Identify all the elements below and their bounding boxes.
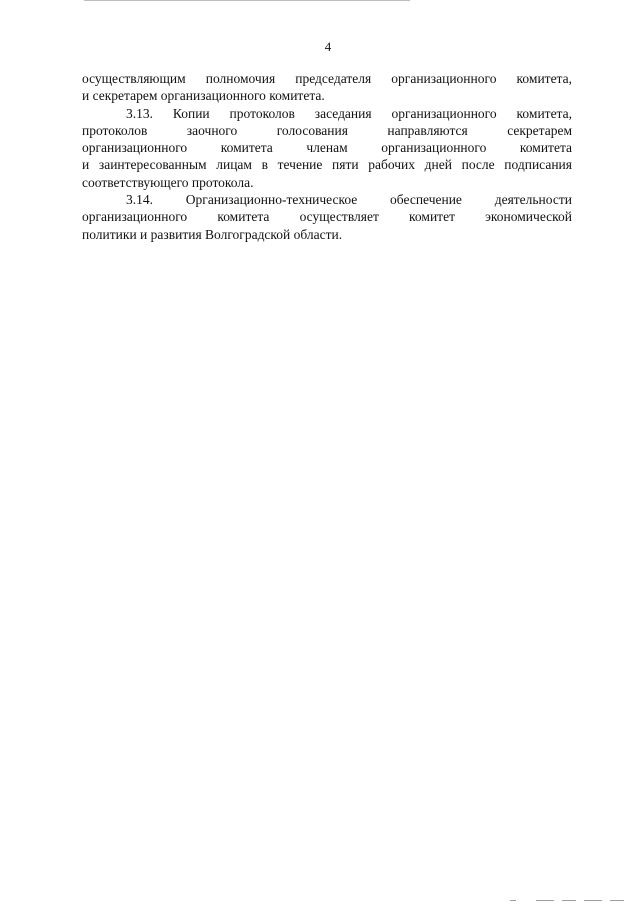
scan-mark [510,900,516,901]
scan-mark [610,900,624,901]
text-line: соответствующего протокола. [82,174,254,190]
document-body [82,70,572,243]
text-line: протоколов заочного голосования направляются секретарем [82,122,572,138]
page-number: 4 [324,39,332,54]
text-line: политики и развития Волгоградской области. [82,226,343,242]
text-line: организационного комитета членам организационного комитета [82,140,572,156]
text-line: 3.14. Организационно-техническое обеспечение деятельности [126,192,572,208]
scan-bottom-marks [500,900,630,902]
scan-mark [562,900,576,901]
text-line: осуществляющим полномочия председателя организационного комитета, [82,71,572,86]
text-line: и секретарем организационного комитета. [82,88,325,104]
paragraph-3-14 [82,191,572,243]
scan-mark [536,900,554,901]
scan-mark [584,900,602,901]
text-line: организационного комитета осуществляет комитет экономической [82,209,572,225]
paragraph-3-13 [82,105,572,191]
text-line: и заинтересованным лицам в течение пяти рабочих дней после подписания [82,157,572,173]
scan-edge-line [84,0,410,1]
text-line: 3.13. Копии протоколов заседания организационного комитета, [126,105,572,121]
paragraph-continuation [82,70,572,105]
